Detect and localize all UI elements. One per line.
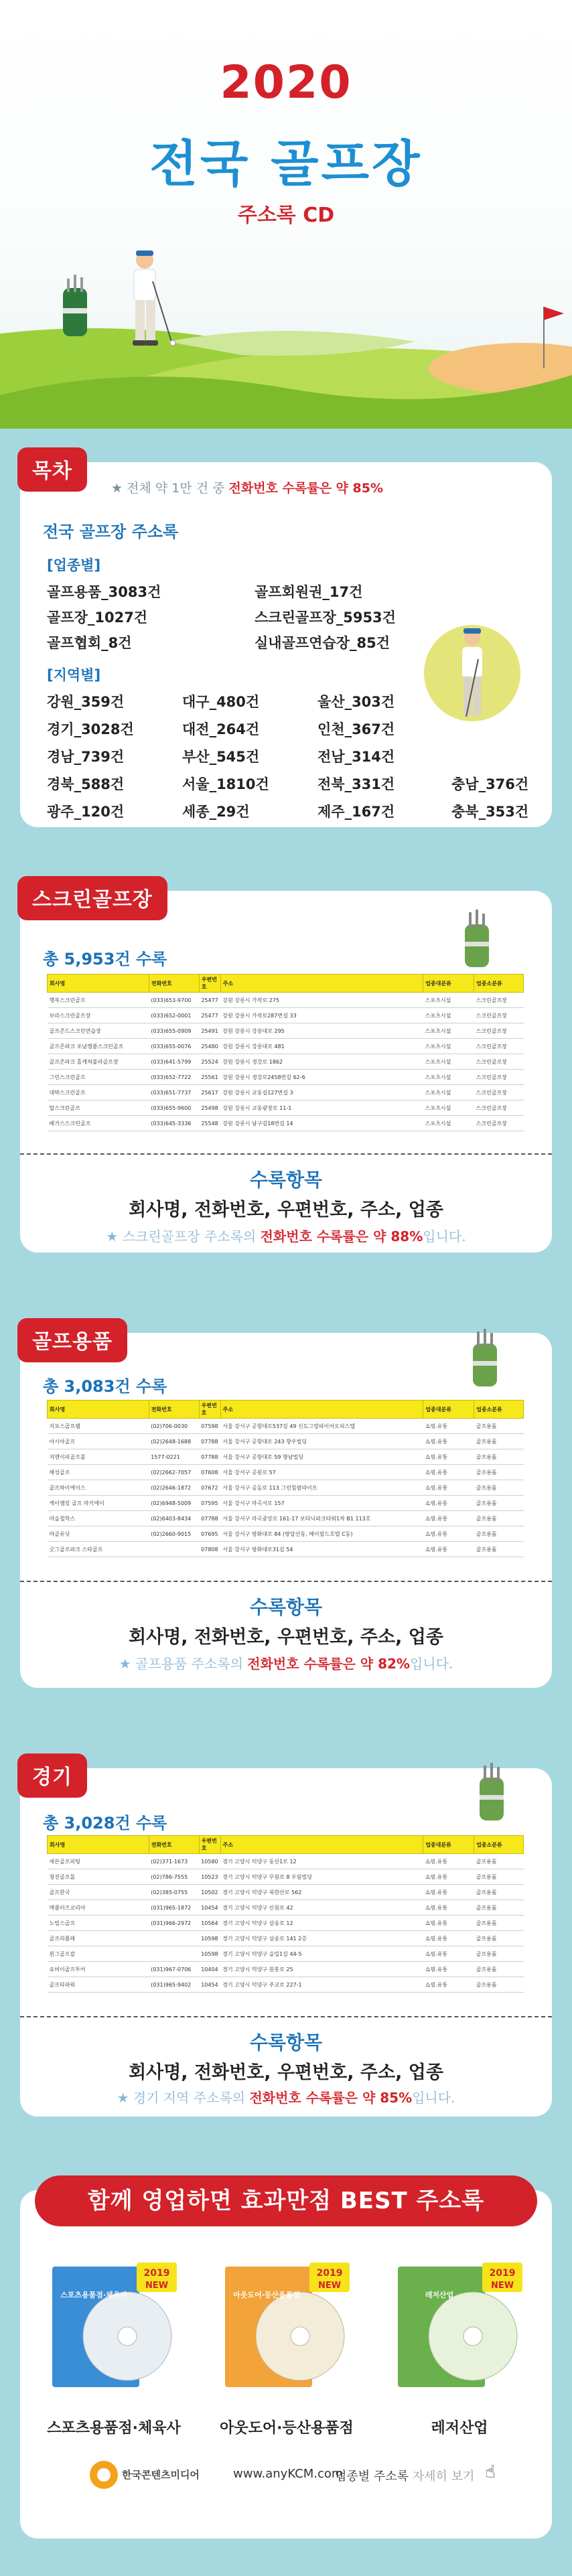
svg-text:2019: 2019 — [143, 2268, 170, 2279]
toc-region-item — [451, 746, 552, 766]
table-cell: 스크린골프장 — [474, 1116, 524, 1131]
gyeonggi-count: 총 3,028건 수록 — [43, 1814, 167, 1833]
svg-text:스포츠용품점·체육사: 스포츠용품점·체육사 — [60, 2291, 127, 2299]
toc-heading: 전국 골프장 주소록 — [43, 522, 179, 541]
table-cell: 쇼핑.유통 — [423, 1465, 474, 1480]
table-row — [48, 1931, 524, 1946]
table-cell: 골프리플레 — [48, 1931, 149, 1946]
table-cell: 골프용품 — [474, 1449, 524, 1465]
product-cd-outdoor[interactable] — [220, 2257, 354, 2391]
toc-region-item: 인천_367건 — [317, 721, 395, 737]
table-cell: (02)706-0030 — [149, 1419, 199, 1434]
table-cell: 07788 — [199, 1434, 220, 1449]
table-header: 업종소분류 — [474, 1401, 524, 1419]
table-cell: (033)645-3336 — [149, 1116, 199, 1131]
record-title: 수록항목 — [249, 1169, 323, 1191]
table-cell: (02)2660-9015 — [149, 1526, 199, 1542]
table-cell: 쇼핑.유통 — [423, 1869, 474, 1885]
toc-industry-item: 골프회원권_17건 — [255, 584, 363, 600]
hero-title: 전국 골프장 — [149, 135, 423, 193]
table-cell: (02)786-7555 — [149, 1869, 199, 1885]
gyeonggi-card — [20, 1768, 552, 2117]
table-cell: 1577-0221 — [149, 1449, 199, 1465]
toc-region-item: 제주_167건 — [317, 804, 395, 820]
product-cd-sports[interactable] — [47, 2257, 181, 2391]
golfer-circle-icon — [422, 610, 522, 737]
table-cell: 서울 강서구 곰돌로 113 그린힐팔라이프 — [220, 1480, 423, 1496]
table-cell: (031)965-1872 — [149, 1900, 199, 1916]
toc-tag: 목차 — [17, 447, 87, 492]
screen-golf-table — [47, 974, 524, 1131]
toc-industry-item: 골프협회_8건 — [47, 635, 132, 651]
screen-golf-count: 총 5,953건 수록 — [43, 950, 167, 969]
svg-text:NEW: NEW — [490, 2281, 514, 2291]
golfer-icon — [133, 251, 175, 346]
table-row — [48, 993, 524, 1008]
table-cell: 노빌스골프 — [48, 1916, 149, 1931]
toc-card — [20, 459, 552, 827]
product-label: 아웃도어·등산용품점 — [220, 2420, 354, 2437]
table-cell: 해성골프 — [48, 1465, 149, 1480]
table-cell: (031)965-9402 — [149, 1977, 199, 1993]
table-row — [48, 1542, 524, 1557]
toc-region-item: 경남_739건 — [47, 749, 125, 765]
table-header: 전화번호 — [149, 1836, 199, 1854]
table-header: 업종대분류 — [423, 1401, 474, 1419]
table-cell: 10598 — [199, 1931, 220, 1946]
table-header: 회사명 — [48, 975, 149, 993]
table-row — [48, 1962, 524, 1977]
table-cell: 스크린골프장 — [474, 993, 524, 1008]
table-cell: 서울 강서구 공항대로537길 49 신도그랑파이어오피스텔 — [220, 1419, 423, 1434]
table-cell: 서울 강서구 방화대로31길 54 — [220, 1542, 423, 1557]
table-header: 우편번호 — [199, 1401, 220, 1419]
toc-region-item: 충북_353건 — [451, 804, 529, 820]
table-cell: 25524 — [199, 1054, 220, 1070]
table-cell: 쇼핑.유통 — [423, 1480, 474, 1496]
toc-region-item: 광주_120건 — [47, 804, 125, 820]
table-row — [48, 1900, 524, 1916]
table-cell: 골프용품 — [474, 1480, 524, 1496]
golf-goods-card — [20, 1330, 552, 1688]
table-cell: 25491 — [199, 1023, 220, 1039]
table-cell: 경기 고양시 덕양구 무원로 8 우림빌딩 — [220, 1869, 423, 1885]
record-note: ★ 경기 지역 주소록의 전화번호 수록률은 약 85%입니다. — [117, 2090, 455, 2106]
table-header: 주소 — [220, 1401, 423, 1419]
table-cell — [149, 1946, 199, 1962]
toc-region-item: 강원_359건 — [47, 694, 125, 710]
table-cell: 경기 고양시 덕양구 신원로 42 — [220, 1900, 423, 1916]
table-cell: (033)652-0001 — [149, 1008, 199, 1023]
record-title: 수록항목 — [249, 1596, 323, 1618]
toc-industry-item: 실내골프연습장_85건 — [255, 635, 390, 651]
toc-region-item: 전북_331건 — [317, 776, 395, 792]
table-cell: 골프용품 — [474, 1900, 524, 1916]
table-cell: (02)385-0755 — [149, 1885, 199, 1900]
golf-bag-icon — [469, 1760, 516, 1824]
screen-golf-card — [20, 888, 552, 1253]
table-cell: 스크린골프장 — [474, 1039, 524, 1054]
table-cell: (033)655-9600 — [149, 1100, 199, 1116]
table-cell: 25480 — [199, 1039, 220, 1054]
svg-text:아웃도어·등산용품점: 아웃도어·등산용품점 — [233, 2291, 300, 2299]
table-cell: 스포츠시설 — [423, 1116, 474, 1131]
table-cell: 10454 — [199, 1977, 220, 1993]
table-row — [48, 1116, 524, 1131]
table-cell: (031)967-0706 — [149, 1962, 199, 1977]
record-items: 회사명, 전화번호, 우편번호, 주소, 업종 — [129, 2062, 443, 2083]
table-cell: (02)2662-7057 — [149, 1465, 199, 1480]
table-cell: 마골유닛 — [48, 1526, 149, 1542]
table-header: 전화번호 — [149, 975, 199, 993]
table-cell: 쇼핑.유통 — [423, 1900, 474, 1916]
table-cell: 25477 — [199, 1008, 220, 1023]
golf-bag-icon — [454, 907, 501, 971]
table-header: 주소 — [220, 1836, 423, 1854]
table-cell: 골프하이에이스 — [48, 1480, 149, 1496]
record-note: ★ 골프용품 주소록의 전화번호 수록률은 약 82%입니다. — [119, 1656, 453, 1672]
golf-goods-count: 총 3,083건 수록 — [43, 1377, 167, 1396]
table-cell: 골프한국 — [48, 1885, 149, 1900]
table-header: 우편번호 — [199, 1836, 220, 1854]
table-cell: 07672 — [199, 1480, 220, 1496]
toc-region-item: 대전_264건 — [182, 721, 260, 737]
table-cell: (031)966-2972 — [149, 1916, 199, 1931]
table-cell: 마을철학스 — [48, 1511, 149, 1526]
table-cell: 골프존드스크린연습장 — [48, 1023, 149, 1039]
svg-text:NEW: NEW — [145, 2281, 169, 2291]
svg-text:2019: 2019 — [489, 2268, 516, 2279]
divider — [20, 1153, 552, 1155]
table-cell: (02)371-1673 — [149, 1854, 199, 1869]
table-header: 업종대분류 — [423, 975, 474, 993]
table-cell: (033)655-0909 — [149, 1023, 199, 1039]
table-cell: 강원 강릉시 교동광장로 11-1 — [220, 1100, 423, 1116]
svg-text:레저산업: 레저산업 — [425, 2291, 454, 2299]
divider — [20, 2016, 552, 2017]
best-card — [20, 2190, 552, 2538]
table-cell: 보라스크린골프장 — [48, 1008, 149, 1023]
table-row — [48, 1449, 524, 1465]
table-cell: 25561 — [199, 1070, 220, 1085]
table-row — [48, 1885, 524, 1900]
table-cell: 베가스스크린골프 — [48, 1116, 149, 1131]
hero-year: 2020 — [220, 56, 352, 109]
toc-region-item: 충남_376건 — [451, 776, 529, 792]
table-cell: 07598 — [199, 1419, 220, 1434]
record-title: 수록항목 — [249, 2031, 323, 2054]
table-cell: 강원 강릉시 경강로 1862 — [220, 1054, 423, 1070]
table-cell: 강원 강릉시 가작로287번길 33 — [220, 1008, 423, 1023]
table-cell: 스포츠시설 — [423, 1085, 474, 1100]
table-cell: 경기 고양시 덕양구 을밀1길 44-5 — [220, 1946, 423, 1962]
table-cell: 골프용품 — [474, 1977, 524, 1993]
table-cell: 쇼핑.유통 — [423, 1434, 474, 1449]
table-cell: 탑스크린골프 — [48, 1100, 149, 1116]
toc-region-item: 경기_3028건 — [47, 721, 134, 737]
hero-subtitle: 주소록 CD — [237, 204, 335, 227]
record-items: 회사명, 전화번호, 우편번호, 주소, 업종 — [129, 1627, 443, 1648]
table-header: 업종대분류 — [423, 1836, 474, 1854]
golf-course-illustration — [0, 241, 572, 429]
table-cell — [149, 1931, 199, 1946]
toc-region-item: 세종_29건 — [182, 804, 250, 820]
table-cell: 강원 강릉시 남구길18번길 14 — [220, 1116, 423, 1131]
table-cell: 25498 — [199, 1100, 220, 1116]
table-cell: 그린스크린골프 — [48, 1070, 149, 1085]
table-cell: 골프타파워 — [48, 1977, 149, 1993]
table-cell: (033)651-7737 — [149, 1085, 199, 1100]
record-items: 회사명, 전화번호, 우편번호, 주소, 업종 — [129, 1200, 443, 1220]
toc-industry-item: 골프용품_3083건 — [47, 584, 161, 600]
gyeonggi-tag: 경기 — [17, 1754, 87, 1798]
table-row — [48, 1054, 524, 1070]
table-row — [48, 1977, 524, 1993]
table-header: 업종소분류 — [474, 1836, 524, 1854]
table-row — [48, 1100, 524, 1116]
table-cell: 10598 — [199, 1946, 220, 1962]
table-cell: 요버이골프투어 — [48, 1962, 149, 1977]
table-cell: 스포츠시설 — [423, 1100, 474, 1116]
toc-industry-item: 스크린골프장_5953건 — [255, 610, 396, 626]
table-cell: 스포츠시설 — [423, 1023, 474, 1039]
table-cell — [149, 1542, 199, 1557]
toc-industry-list — [47, 581, 455, 652]
table-cell: (033)655-0076 — [149, 1039, 199, 1054]
table-cell: 골프용품 — [474, 1434, 524, 1449]
table-header: 업종소분류 — [474, 975, 524, 993]
table-cell: 골프용품 — [474, 1854, 524, 1869]
table-cell: 경기 고양시 덕양구 삼송로 141 2층 — [220, 1931, 423, 1946]
table-cell: 강원 강릉시 강릉대로 295 — [220, 1023, 423, 1039]
table-row — [48, 1085, 524, 1100]
table-header: 회사명 — [48, 1401, 149, 1419]
table-cell: 스포츠시설 — [423, 993, 474, 1008]
table-cell: 골프용품 — [474, 1496, 524, 1511]
table-cell: 스포츠시설 — [423, 1070, 474, 1085]
company-logo-icon — [90, 2461, 118, 2489]
table-cell: 윈그골프잡 — [48, 1946, 149, 1962]
divider — [20, 1581, 552, 1582]
table-cell: 스크린골프장 — [474, 1008, 524, 1023]
table-cell: 스포츠시설 — [423, 1054, 474, 1070]
golf-goods-table — [47, 1400, 524, 1557]
more-info-link[interactable]: 업종별 주소록 자세히 보기 — [335, 2470, 475, 2484]
table-cell: 경기 고양시 덕양구 주교로 227-1 — [220, 1977, 423, 1993]
table-cell: 굿그골프파크 스타골프 — [48, 1542, 149, 1557]
table-cell: 07788 — [199, 1449, 220, 1465]
table-row — [48, 1023, 524, 1039]
screen-golf-tag: 스크린골프장 — [17, 876, 167, 920]
table-cell: 스크린골프장 — [474, 1023, 524, 1039]
table-cell: 액플러즈코리아 — [48, 1900, 149, 1916]
best-banner: 함께 영업하면 효과만점 BEST 주소록 — [35, 2175, 537, 2226]
footer-row — [20, 2458, 552, 2492]
table-cell: (02)2646-1872 — [149, 1480, 199, 1496]
table-cell: (033)653-9700 — [149, 993, 199, 1008]
table-cell: 대박스크린골프 — [48, 1085, 149, 1100]
golf-goods-tag: 골프용품 — [17, 1318, 127, 1362]
hero-banner — [0, 0, 572, 429]
table-cell: 쇼핑.유통 — [423, 1854, 474, 1869]
table-cell: 경기 고양시 덕양구 삼송로 12 — [220, 1916, 423, 1931]
table-cell: 10454 — [199, 1900, 220, 1916]
table-cell: 행복스크린골프 — [48, 993, 149, 1008]
table-cell: 쇼핑.유통 — [423, 1977, 474, 1993]
table-cell: 07608 — [199, 1465, 220, 1480]
table-cell: (02)6948-5009 — [149, 1496, 199, 1511]
product-cd-leisure[interactable] — [392, 2257, 526, 2391]
toc-region-item: 대구_480건 — [182, 694, 260, 710]
website-link[interactable]: www.anyKCM.com — [233, 2467, 344, 2481]
table-cell: 강원 강릉시 교동길127번길 3 — [220, 1085, 423, 1100]
table-cell: 10404 — [199, 1962, 220, 1977]
gyeonggi-table — [47, 1835, 524, 1993]
table-cell: 서울 강서구 마곡서로 157 — [220, 1496, 423, 1511]
table-cell: 쇼핑.유통 — [423, 1542, 474, 1557]
table-cell: 07695 — [199, 1526, 220, 1542]
table-row — [48, 1946, 524, 1962]
table-cell: 세븐골프피팅 — [48, 1854, 149, 1869]
table-cell: 서울 강서구 방화대로 84 (방달산동, 메이필드호텔 C동) — [220, 1526, 423, 1542]
table-cell: 25617 — [199, 1085, 220, 1100]
table-cell: 골프용품 — [474, 1419, 524, 1434]
table-header: 전화번호 — [149, 1401, 199, 1419]
table-cell: 케이엠킹 골프 마키에이 — [48, 1496, 149, 1511]
table-cell: 골프존파크 홀캐쳐폴라골프장 — [48, 1054, 149, 1070]
table-cell: 쇼핑.유통 — [423, 1449, 474, 1465]
table-cell: 골프용품 — [474, 1511, 524, 1526]
table-row — [48, 1070, 524, 1085]
table-cell: 골프용품 — [474, 1526, 524, 1542]
table-row — [48, 1434, 524, 1449]
table-row — [48, 1854, 524, 1869]
table-cell: 지포스골프웰 — [48, 1419, 149, 1434]
table-cell: 골프용품 — [474, 1465, 524, 1480]
pointing-hand-icon: ☝ — [485, 2462, 496, 2482]
table-cell: 서울 강서구 마곡중앙로 161-17 보타닉파크타워1차 B1 113호 — [220, 1511, 423, 1526]
table-cell: 아시아골프 — [48, 1434, 149, 1449]
table-cell: 골프용품 — [474, 1916, 524, 1931]
table-cell: 쇼핑.유통 — [423, 1419, 474, 1434]
table-row — [48, 1465, 524, 1480]
table-row — [48, 1869, 524, 1885]
table-cell: 쇼핑.유통 — [423, 1526, 474, 1542]
table-cell: 스포츠시설 — [423, 1039, 474, 1054]
table-cell: 골프용품 — [474, 1869, 524, 1885]
table-cell: 쇼핑.유통 — [423, 1511, 474, 1526]
toc-region-item: 전남_314건 — [317, 749, 395, 765]
table-cell: 쇼핑.유통 — [423, 1916, 474, 1931]
company-name: 한국콘텐츠미디어 — [122, 2469, 200, 2481]
table-row — [48, 1916, 524, 1931]
table-cell: 경기 고양시 덕양구 원흥로 25 — [220, 1962, 423, 1977]
table-cell: 쇼핑.유통 — [423, 1962, 474, 1977]
product-label: 레저산업 — [431, 2420, 488, 2437]
table-row — [48, 1526, 524, 1542]
golf-bag-icon — [63, 275, 87, 336]
toc-region-label: [지역별] — [47, 667, 101, 683]
product-label: 스포츠용품점·체육사 — [47, 2420, 181, 2437]
table-cell: 10502 — [199, 1885, 220, 1900]
table-cell: 스크린골프장 — [474, 1070, 524, 1085]
table-cell: 10564 — [199, 1916, 220, 1931]
table-header: 회사명 — [48, 1836, 149, 1854]
toc-industry-item: 골프장_1027건 — [47, 610, 148, 626]
table-cell: (033)652-7722 — [149, 1070, 199, 1085]
table-row — [48, 1496, 524, 1511]
table-header: 우편번호 — [199, 975, 220, 993]
table-cell: 골프용품 — [474, 1931, 524, 1946]
table-cell: 쇼핑.유통 — [423, 1496, 474, 1511]
table-row — [48, 1419, 524, 1434]
toc-region-item: 경북_588건 — [47, 776, 125, 792]
table-cell: 스포츠시설 — [423, 1008, 474, 1023]
golf-bag-icon — [462, 1326, 509, 1390]
table-cell: 스크린골프장 — [474, 1085, 524, 1100]
table-row — [48, 1480, 524, 1496]
table-row — [48, 1511, 524, 1526]
table-cell: (033)641-5799 — [149, 1054, 199, 1070]
svg-text:2019: 2019 — [316, 2268, 343, 2279]
table-cell: 골프용품 — [474, 1962, 524, 1977]
table-cell: 서울 강서구 공항대로 59 향남빌딩 — [220, 1449, 423, 1465]
table-cell: 지엔이피골프몰 — [48, 1449, 149, 1465]
toc-industry-label: [업종별] — [47, 557, 101, 573]
table-header: 주소 — [220, 975, 423, 993]
table-cell: 25548 — [199, 1116, 220, 1131]
toc-region-item: 울산_303건 — [317, 694, 395, 710]
table-cell: 경기 고양시 덕양구 동산1로 12 — [220, 1854, 423, 1869]
toc-region-item: 서울_1810건 — [182, 776, 269, 792]
table-cell: (02)6403-8434 — [149, 1511, 199, 1526]
table-cell: 서울 강서구 공항대로 243 향우빌딩 — [220, 1434, 423, 1449]
table-cell: 07788 — [199, 1511, 220, 1526]
table-cell: 스크린골프장 — [474, 1100, 524, 1116]
toc-region-item: 부산_545건 — [182, 749, 260, 765]
table-cell: 강원 강릉시 경강로2458번길 62-6 — [220, 1070, 423, 1085]
table-cell: 경기 고양시 덕양구 북한산로 562 — [220, 1885, 423, 1900]
table-cell: 25477 — [199, 993, 220, 1008]
table-cell: 강원 강릉시 강릉대로 481 — [220, 1039, 423, 1054]
table-cell: (02)2648-1688 — [149, 1434, 199, 1449]
table-row — [48, 1039, 524, 1054]
table-cell: 골프용품 — [474, 1542, 524, 1557]
table-cell: 골프용품 — [474, 1885, 524, 1900]
toc-note: ★ 전체 약 1만 건 중 전화번호 수록률은 약 85% — [111, 481, 383, 496]
table-cell: 10523 — [199, 1869, 220, 1885]
table-cell: 서울 강서구 공원로 57 — [220, 1465, 423, 1480]
table-cell: 07595 — [199, 1496, 220, 1511]
table-cell: 07808 — [199, 1542, 220, 1557]
table-cell: 강원 강릉시 가작로 275 — [220, 993, 423, 1008]
table-cell: 쇼핑.유통 — [423, 1931, 474, 1946]
table-cell: 10580 — [199, 1854, 220, 1869]
svg-text:NEW: NEW — [317, 2281, 342, 2291]
table-row — [48, 1008, 524, 1023]
record-note: ★ 스크린골프장 주소록의 전화번호 수록률은 약 88%입니다. — [106, 1228, 466, 1244]
table-cell: 골프용품 — [474, 1946, 524, 1962]
table-cell: 쇼핑.유통 — [423, 1885, 474, 1900]
table-cell: 스크린골프장 — [474, 1054, 524, 1070]
table-cell: 쇼핑.유통 — [423, 1946, 474, 1962]
table-cell: 청진골프몰 — [48, 1869, 149, 1885]
table-cell: 골프존파크 포남캠플스크린골프 — [48, 1039, 149, 1054]
